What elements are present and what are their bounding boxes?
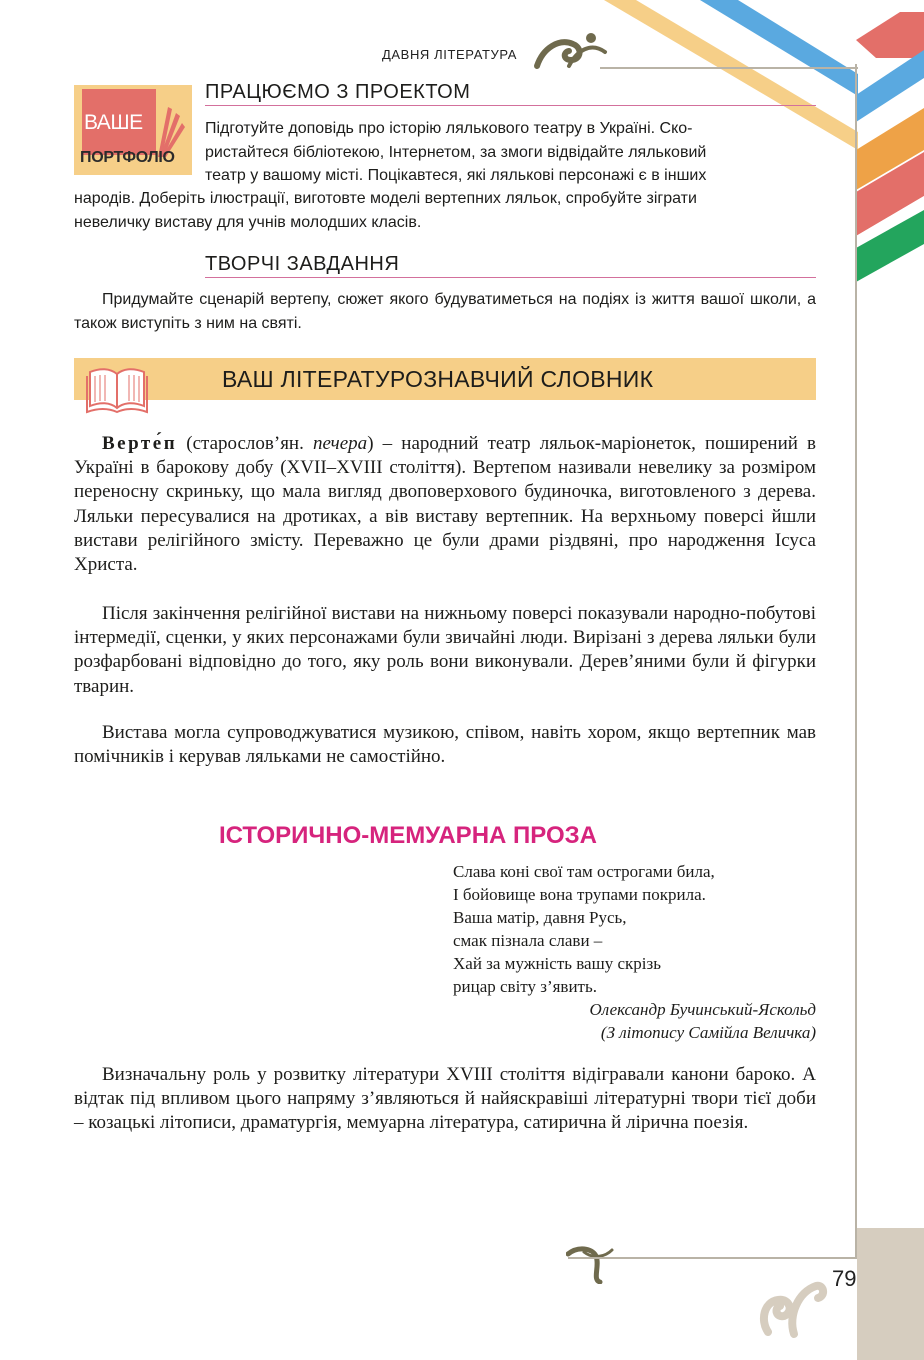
project-text-full (74, 187, 816, 234)
section-heading: ІСТОРИЧНО-МЕМУАРНА ПРОЗА (218, 822, 597, 849)
right-margin (858, 300, 924, 1228)
project-title-rule (205, 105, 816, 106)
project-title: ПРАЦЮЄМО З ПРОЕКТОМ (205, 81, 471, 103)
dictionary-paragraph-3: Вистава могла супроводжуватися музикою, співом, навіть хором, якщо вертепник мав помічників і керував ляльками не самостійно. (74, 722, 816, 768)
creative-text: Придумайте сценарій вертепу, сюжет якого будуватиметься на подіях із життя вашої школи, а також виступіть з ним на святі. (74, 291, 816, 332)
dictionary-paragraph-2: Після закінчення релігійної вистави на нижньому поверсі показували народно-побутові інтермедії, сценки, у яких персонажами були звичайні люди. Вирізані з дерева ляльки були розфарбовані відповідно до того, яку роль вони виконували. Дерев’яними були й фігурки тварин. (74, 603, 816, 697)
dictionary-term: Верте́п (102, 433, 178, 454)
project-line: народів. Доберіть ілюстрації, виготовте моделі вертепних ляльок, спробуйте зіграти (74, 190, 697, 207)
project-line: невеличку виставу для учнів молодших класів. (74, 213, 422, 231)
footer-rule (568, 1257, 858, 1259)
swirl-ornament-icon (533, 30, 613, 72)
section-body: Визначальну роль у розвитку літератури XVIII століття відігравали канони бароко. А відтак під впливом цього напряму з’являються й найяскравіші літературні твори тієї доби – козацькі літописи, драматургія, мемуарна література, сатирична й лірична поезія. (74, 1064, 816, 1134)
epigraph (453, 860, 715, 998)
header-rule (600, 67, 858, 69)
epigraph-attribution (589, 998, 816, 1044)
project-text-indented (205, 117, 816, 188)
portfolio-icon (74, 85, 192, 175)
project-line: Підготуйте доповідь про історію лялькового театру в Україні. Ско- (205, 120, 693, 137)
bottom-swirl-icon (566, 1244, 616, 1284)
epigraph-line: Ваша матір, давня Русь, (453, 908, 627, 927)
creative-title-rule (205, 277, 816, 278)
dictionary-term-origin: (старослов’ян. (186, 433, 304, 454)
epigraph-line: Хай за мужність вашу скрізь (453, 954, 661, 973)
page-number: 79 (832, 1266, 857, 1291)
epigraph-line: рицар світу з’явить. (453, 977, 597, 996)
epigraph-line: смак пізнала слави – (453, 931, 603, 950)
dictionary-title: ВАШ ЛІТЕРАТУРОЗНАВЧИЙ СЛОВНИК (222, 366, 654, 392)
portfolio-icon-label-2: ПОРТФОЛІО (80, 149, 175, 166)
open-book-icon (86, 366, 148, 414)
project-line: театр у вашому місті. Поцікавтеся, які лялькові персонажі є в інших (205, 167, 707, 184)
dictionary-paragraph-1 (74, 432, 816, 577)
running-header: ДАВНЯ ЛІТЕРАТУРА (382, 47, 518, 62)
page-corner-box (857, 1228, 924, 1360)
dictionary-definition: ) – народний театр ляльок-маріонеток, поширений в Україні в барокову добу (XVII–XVIII століття). Вертепом називали невелику за розміром переносну скриньку, що мала вигляд двоповерхового будиночка, виготовленого з дерева. Ляльки пересувалися на дротиках, а вів виставу вертепник. На верхньому поверсі йшли вистави релігійного змісту. Переважно це були драми різдвяні, про народження Ісуса Христа. (74, 433, 817, 576)
creative-title: ТВОРЧІ ЗАВДАННЯ (205, 253, 400, 275)
epigraph-line: Слава коні свої там острогами била, (453, 862, 715, 881)
epigraph-source: (З літопису Самійла Величка) (600, 1023, 816, 1042)
portfolio-icon-label-1: ВАШЕ (84, 111, 143, 134)
corner-flourish-icon (758, 1272, 828, 1342)
epigraph-line: І бойовище вона трупами покрила. (453, 885, 706, 904)
dictionary-term-meaning: печера (313, 433, 368, 454)
project-line: ристайтеся бібліотекою, Інтернетом, за змоги відвідайте ляльковий (205, 143, 707, 161)
epigraph-author: Олександр Бучинський-Яскольд (589, 1000, 816, 1019)
page-frame-line (855, 64, 857, 1259)
